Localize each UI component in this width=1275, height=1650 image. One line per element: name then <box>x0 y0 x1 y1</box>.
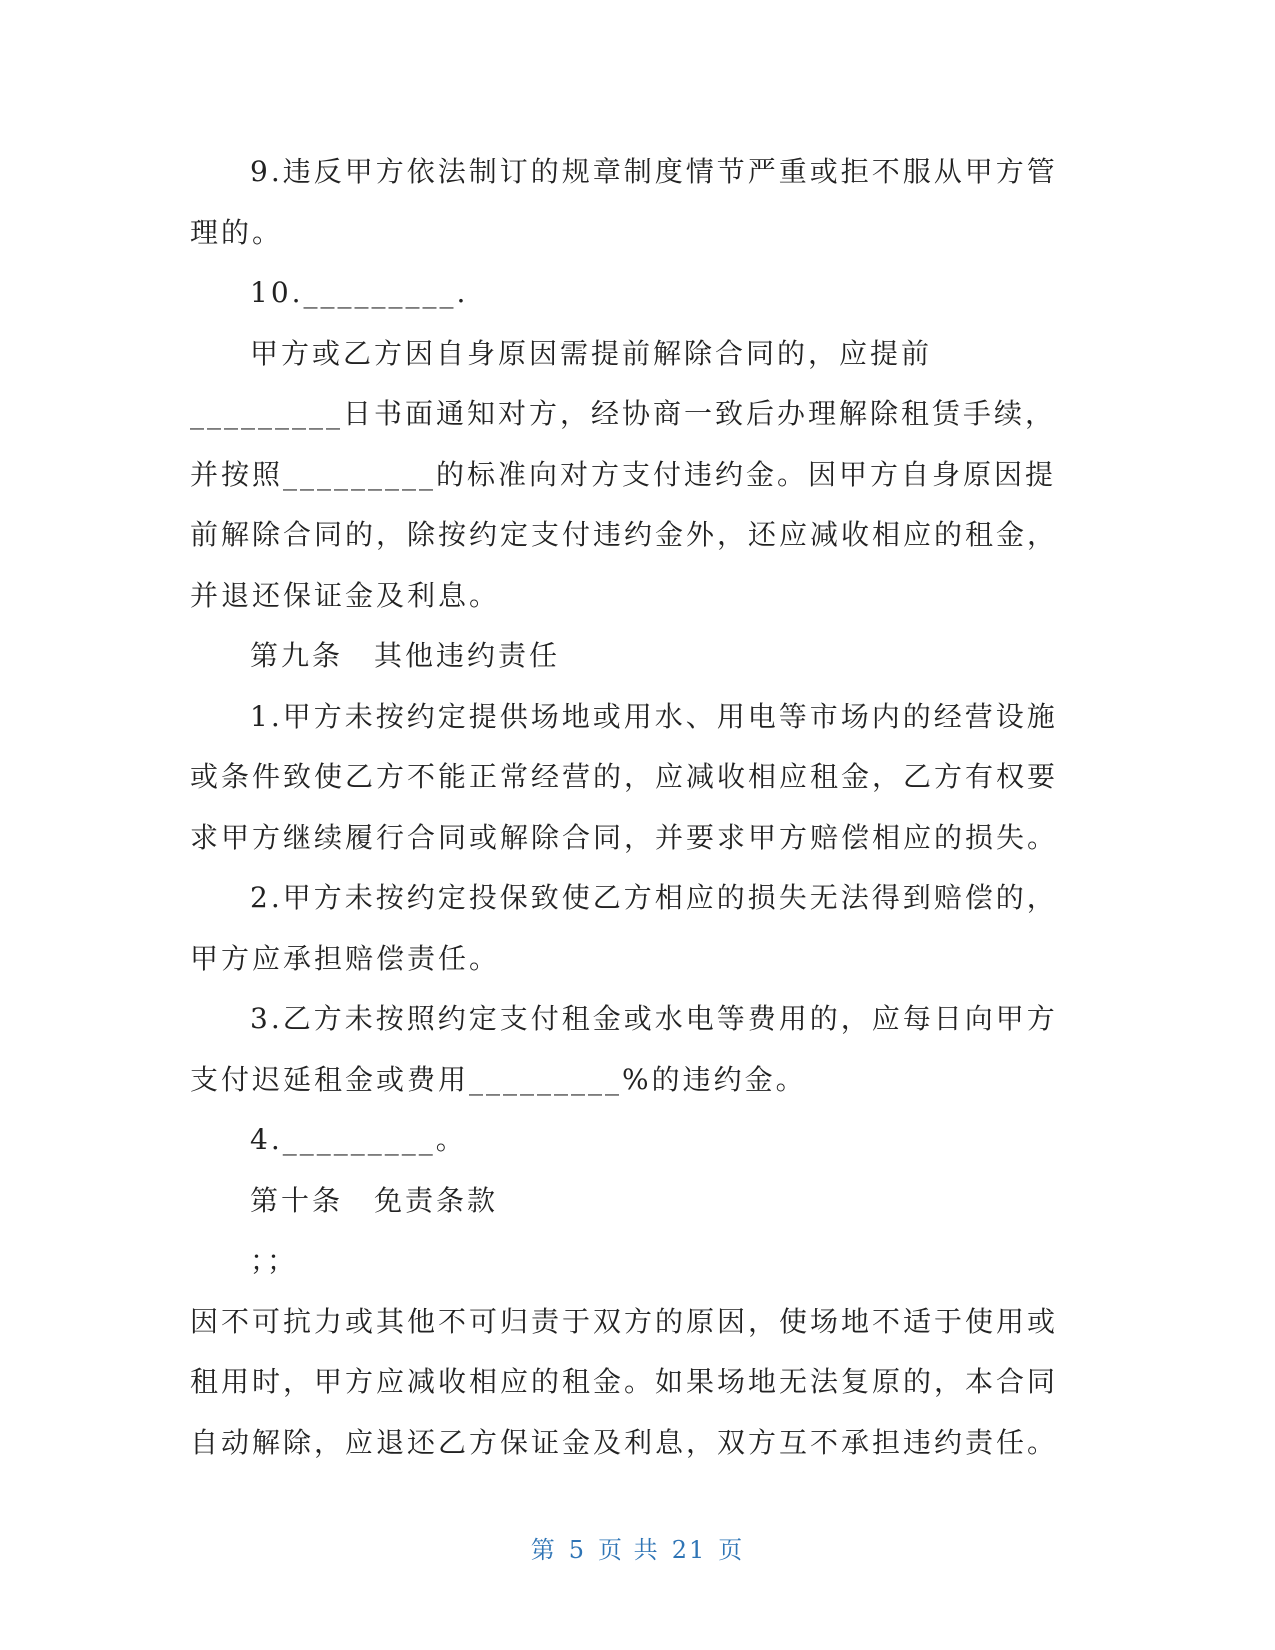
article-9-item-1: 1.甲方未按约定提供场地或用水、用电等市场内的经营设施或条件致使乙方不能正常经营的，应减收相应租金，乙方有权要求甲方继续履行合同或解除合同，并要求甲方赔偿相应的损失。 <box>190 699 1059 854</box>
footer-suffix: 页 <box>718 1536 745 1564</box>
page-footer <box>0 1530 1275 1565</box>
article-9-heading: 第九条 其他违约责任 <box>250 639 561 672</box>
total-page-number: 21 <box>671 1536 707 1564</box>
article-10-separator: ；； <box>250 1244 299 1277</box>
current-page-number: 5 <box>568 1536 587 1564</box>
clause-9-item-10: 10._________. <box>250 276 469 309</box>
document-body <box>190 142 1070 1473</box>
force-majeure-paragraph: 因不可抗力或其他不可归责于双方的原因，使场地不适于使用或租用时，甲方应减收相应的租金。如果场地无法复原的，本合同自动解除，应退还乙方保证金及利息，双方互不承担违约责任。 <box>190 1304 1059 1459</box>
early-termination-paragraph: 甲方或乙方因自身原因需提前解除合同的，应提前_________日书面通知对方，经协商一致后办理解除租赁手续，并按照_________的标准向对方支付违约金。因甲方自身原因提前解除合同的，除按约定支付违约金外，还应减收相应的租金，并退还保证金及利息。 <box>190 336 1059 612</box>
article-9-item-2: 2.甲方未按约定投保致使乙方相应的损失无法得到赔偿的，甲方应承担赔偿责任。 <box>190 881 1058 975</box>
footer-middle: 页 共 <box>598 1536 660 1564</box>
article-9-item-4: 4._________。 <box>250 1123 467 1156</box>
clause-9-item-9: 9.违反甲方依法制订的规章制度情节严重或拒不服从甲方管理的。 <box>190 155 1058 249</box>
footer-prefix: 第 <box>530 1536 557 1564</box>
article-10-heading: 第十条 免责条款 <box>250 1183 499 1217</box>
article-9-item-3: 3.乙方未按照约定支付租金或水电等费用的，应每日向甲方支付迟延租金或费用_________%的违约金。 <box>190 1002 1058 1096</box>
